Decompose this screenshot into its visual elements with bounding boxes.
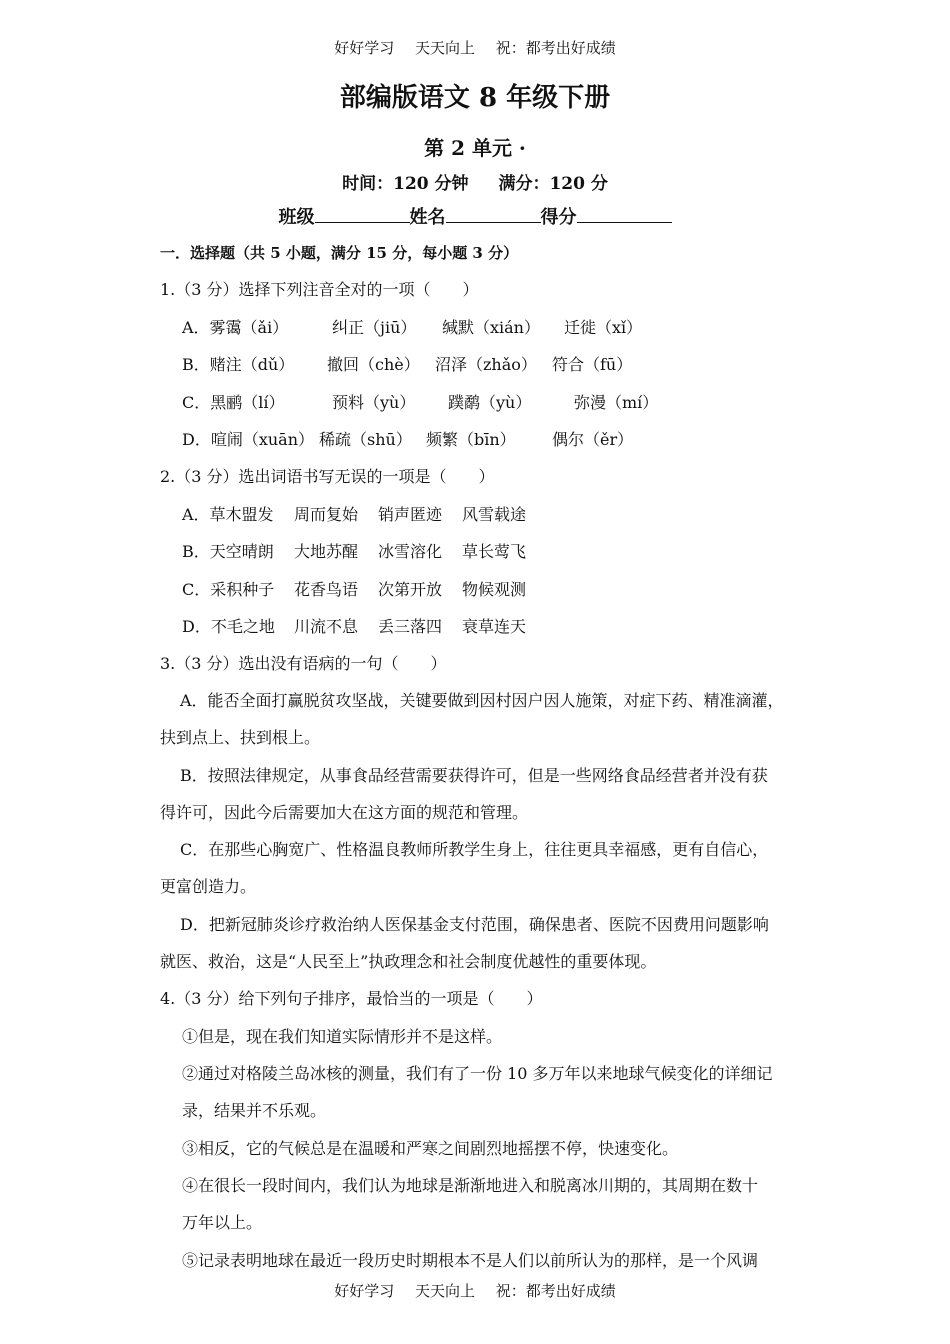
footer-motto-3: 祝：都考出好成绩 bbox=[495, 1282, 616, 1300]
q4-sentence-4-line-1: ④在很长一段时间内，我们认为地球是渐渐地进入和脱离冰川期的，其周期在数十 bbox=[182, 1176, 759, 1195]
q3-option-d-line-1: D．把新冠肺炎诊疗救治纳人医保基金支付范围，确保患者、医院不因费用问题影响 bbox=[180, 915, 769, 934]
question-1-stem: 1.（3 分）选择下列注音全对的一项（ ） bbox=[160, 280, 479, 299]
q1-d-item-4: 偶尔（ěr） bbox=[552, 430, 634, 449]
question-4-stem: 4.（3 分）给下列句子排序，最恰当的一项是（ ） bbox=[160, 989, 543, 1008]
class-blank[interactable] bbox=[315, 204, 410, 223]
q2-a-item-4: 风雪载途 bbox=[462, 505, 527, 524]
q1-d-item-1: D．喧闹（xuān） bbox=[182, 430, 315, 449]
unit-heading: 第 2 单元 · bbox=[424, 136, 526, 160]
section-heading: 一．选择题（共 5 小题，满分 15 分，每小题 3 分） bbox=[160, 244, 519, 262]
q1-d-item-3: 频繁（bīn） bbox=[426, 430, 516, 449]
q1-c-item-1: C．黑鹂（lí） bbox=[182, 393, 285, 412]
q3-option-c-line-2: 更富创造力。 bbox=[160, 877, 257, 896]
time-limit: 时间：120 分钟 bbox=[342, 174, 469, 194]
q2-a-item-3: 销声匿迹 bbox=[378, 505, 443, 524]
q4-sentence-2-line-2: 录，结果并不乐观。 bbox=[182, 1101, 327, 1120]
q1-c-item-4: 弥漫（mí） bbox=[574, 393, 659, 412]
q2-d-item-4: 衰草连天 bbox=[462, 617, 527, 636]
q3-option-a-line-2: 扶到点上、扶到根上。 bbox=[160, 728, 321, 747]
q1-d-item-2: 稀疏（shū） bbox=[319, 430, 412, 449]
q1-b-item-3: 沼泽（zhǎo） bbox=[435, 355, 537, 374]
q4-sentence-4-line-2: 万年以上。 bbox=[182, 1213, 263, 1232]
q4-sentence-3: ③相反，它的气候总是在温暖和严寒之间剧烈地摇摆不停，快速变化。 bbox=[182, 1139, 679, 1158]
q4-sentence-5-line-1: ⑤记录表明地球在最近一段历史时期根本不是人们以前所认为的那样，是一个风调 bbox=[182, 1251, 759, 1270]
page-header bbox=[0, 38, 950, 58]
q2-c-item-2: 花香鸟语 bbox=[294, 580, 359, 599]
score-blank[interactable] bbox=[577, 204, 672, 223]
q2-b-item-3: 冰雪溶化 bbox=[378, 542, 443, 561]
q2-a-item-2: 周而复始 bbox=[294, 505, 359, 524]
q3-option-b-line-1: B．按照法律规定，从事食品经营需要获得许可，但是一些网络食品经营者并没有获 bbox=[180, 766, 768, 785]
full-score: 满分：120 分 bbox=[498, 174, 608, 194]
q1-a-item-4: 迁徙（xǐ） bbox=[564, 318, 643, 337]
q2-b-item-2: 大地苏醒 bbox=[294, 542, 359, 561]
q2-b-item-4: 草长莺飞 bbox=[462, 542, 527, 561]
q3-option-d-line-2: 就医、救治，这是“人民至上”执政理念和社会制度优越性的重要体现。 bbox=[160, 952, 657, 971]
q1-a-item-1: A．雾霭（ǎi） bbox=[182, 318, 289, 337]
q2-c-item-3: 次第开放 bbox=[378, 580, 443, 599]
student-info-fields bbox=[0, 204, 950, 230]
page-footer bbox=[0, 1281, 950, 1301]
header-motto-2: 天天向上 bbox=[414, 39, 475, 57]
header-motto-1: 好好学习 bbox=[334, 39, 395, 57]
score-label: 得分 bbox=[540, 207, 577, 228]
q3-option-b-line-2: 得许可，因此今后需要加大在这方面的规范和管理。 bbox=[160, 803, 529, 822]
q1-c-item-2: 预料（yù） bbox=[332, 393, 416, 412]
name-blank[interactable] bbox=[446, 204, 541, 223]
q4-sentence-1: ①但是，现在我们知道实际情形并不是这样。 bbox=[182, 1027, 503, 1046]
q1-b-item-4: 符合（fū） bbox=[552, 355, 633, 374]
header-motto-3: 祝：都考出好成绩 bbox=[495, 39, 616, 57]
q2-c-item-1: C．采积种子 bbox=[182, 580, 275, 599]
q1-b-item-1: B．赌注（dǔ） bbox=[182, 355, 295, 374]
q2-d-item-2: 川流不息 bbox=[294, 617, 359, 636]
document-title: 部编版语文 8 年级下册 bbox=[339, 83, 611, 113]
q2-d-item-3: 丢三落四 bbox=[378, 617, 443, 636]
class-label: 班级 bbox=[278, 207, 315, 228]
q1-b-item-2: 撤回（chè） bbox=[327, 355, 420, 374]
q4-sentence-2-line-1: ②通过对格陵兰岛冰核的测量，我们有了一份 10 多万年以来地球气候变化的详细记 bbox=[182, 1064, 773, 1083]
q2-a-item-1: A．草木盟发 bbox=[182, 505, 274, 524]
q1-a-item-2: 纠正（jiū） bbox=[332, 318, 417, 337]
q2-b-item-1: B．天空晴朗 bbox=[182, 542, 274, 561]
q3-option-a-line-1: A．能否全面打赢脱贫攻坚战，关键要做到因村因户因人施策，对症下药、精准滴灌， bbox=[180, 691, 784, 710]
exam-meta bbox=[0, 173, 950, 195]
question-3-stem: 3.（3 分）选出没有语病的一句（ ） bbox=[160, 654, 447, 673]
footer-motto-2: 天天向上 bbox=[414, 1282, 475, 1300]
footer-motto-1: 好好学习 bbox=[334, 1282, 395, 1300]
q1-a-item-3: 缄默（xián） bbox=[442, 318, 540, 337]
question-2-stem: 2.（3 分）选出词语书写无误的一项是（ ） bbox=[160, 467, 495, 486]
q2-c-item-4: 物候观测 bbox=[462, 580, 527, 599]
q3-option-c-line-1: C．在那些心胸宽广、性格温良教师所教学生身上，往往更具幸福感，更有自信心， bbox=[180, 840, 769, 859]
q1-c-item-3: 蹼鹬（yù） bbox=[448, 393, 532, 412]
q2-d-item-1: D．不毛之地 bbox=[182, 617, 275, 636]
name-label: 姓名 bbox=[409, 207, 446, 228]
